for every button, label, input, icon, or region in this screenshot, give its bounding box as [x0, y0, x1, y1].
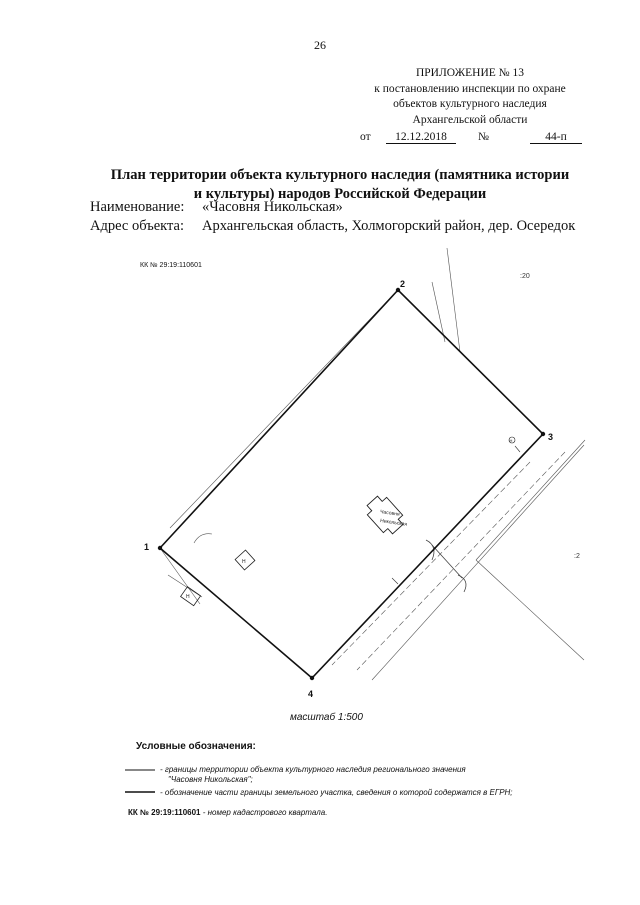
appendix-line-1: ПРИЛОЖЕНИЕ № 13 [415, 67, 524, 79]
curve-line [194, 534, 212, 543]
order-number-label: № [478, 131, 489, 143]
vertex-label: 3 [548, 432, 554, 442]
legend-item-1-line-1: - границы территории объекта культурного наследия регионального значения [160, 765, 466, 774]
chapel-label-2: Никольская [379, 518, 408, 528]
small-building-tag: Н [242, 559, 246, 565]
title-line-2: и культуры) народов Российской Федерации [193, 186, 487, 202]
outer-building-tag: Н [186, 594, 190, 600]
vertex-label: 4 [308, 689, 314, 699]
address-label: Адрес объекта: [90, 218, 184, 234]
legend-kk-number: КК № 29:19:110601 [128, 808, 201, 817]
order-from-label: от [360, 131, 371, 143]
appendix-line-2: к постановлению инспекции по охране [374, 82, 566, 95]
vertex-1-marker [158, 546, 162, 550]
parcel-line [160, 548, 200, 604]
appendix-line-4: Архангельской области [412, 113, 528, 126]
territory-boundary [160, 290, 543, 678]
tick-mark [392, 578, 398, 584]
tick-mark [515, 446, 520, 452]
road-line [432, 282, 445, 342]
vertex-markers [158, 288, 545, 680]
vertex-4-marker [310, 676, 314, 680]
vertex-label: 1 [144, 542, 150, 552]
legend-item-3 [128, 808, 327, 817]
order-date: 12.12.2018 [386, 131, 456, 144]
legend-title: Условные обозначения: [136, 741, 256, 752]
appendix-line-3: объектов культурного наследия [393, 98, 547, 110]
parcel-label: :2 [574, 553, 580, 560]
page-number: 26 [314, 38, 326, 52]
dashed-line [332, 462, 530, 665]
point-marker-tag: Н [509, 438, 513, 443]
chapel-label-1: Часовня [379, 509, 400, 518]
legend-item-2: - обозначение части границы земельного участка, сведения о которой содержатся в ЕГРН; [160, 788, 513, 797]
order-number: 44-п [530, 131, 582, 144]
road-line [447, 248, 460, 352]
parcel-line [476, 560, 584, 660]
map-scale: масштаб 1:500 [290, 712, 363, 723]
outer-boundary-line [170, 290, 398, 528]
legend-item-1-line-2: "Часовня Никольская"; [168, 775, 253, 784]
vertex-label: 2 [400, 279, 406, 289]
road-edge-line [476, 440, 585, 560]
legend-kk-text: - номер кадастрового квартала. [200, 808, 328, 817]
cadastral-quarter-label: КК № 29:19:110601 [140, 262, 202, 269]
vertex-3-marker [541, 432, 545, 436]
title-line-1: План территории объекта культурного наследия (памятника истории [110, 167, 570, 183]
dashed-line [357, 452, 565, 670]
name-value: «Часовня Никольская» [202, 199, 343, 215]
road-edge-line [372, 445, 584, 680]
name-label: Наименование: [90, 199, 185, 215]
parcel-label: :20 [520, 273, 530, 280]
culvert-line [432, 545, 462, 578]
address-value: Архангельская область, Холмогорский район, дер. Осередок [202, 218, 576, 234]
